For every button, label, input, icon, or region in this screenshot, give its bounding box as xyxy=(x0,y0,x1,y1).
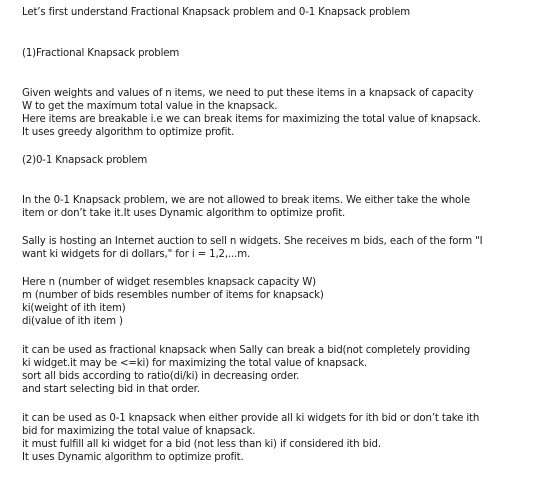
definition-line: di(value of ith item ) xyxy=(22,316,123,327)
section1-line: W to get the maximum total value in the knapsack. xyxy=(22,101,278,112)
section2-line: In the 0-1 Knapsack problem, we are not allowed to break items. We either take the whole xyxy=(22,195,470,206)
fractional-line: sort all bids according to ratio(di/ki) in decreasing order. xyxy=(22,371,300,382)
zero-one-line: bid for maximizing the total value of knapsack. xyxy=(22,426,256,437)
section1-heading: (1)Fractional Knapsack problem xyxy=(22,48,180,59)
definition-line: Here n (number of widget resembles knapsack capacity W) xyxy=(22,277,316,288)
definition-line: ki(weight of ith item) xyxy=(22,303,126,314)
section1-line: Here items are breakable i.e we can break items for maximizing the total value of knapsack. xyxy=(22,114,481,125)
section1-line: Given weights and values of n items, we need to put these items in a knapsack of capacity xyxy=(22,88,474,99)
section2-heading: (2)0-1 Knapsack problem xyxy=(22,155,148,166)
zero-one-line: It uses Dynamic algorithm to optimize profit. xyxy=(22,452,244,463)
zero-one-line: it must fulfill all ki widget for a bid (not less than ki) if considered ith bid. xyxy=(22,439,381,450)
section1-line: It uses greedy algorithm to optimize profit. xyxy=(22,127,235,138)
fractional-line: and start selecting bid in that order. xyxy=(22,384,200,395)
auction-line: Sally is hosting an Internet auction to sell n widgets. She receives m bids, each of the form "I xyxy=(22,236,483,247)
definition-line: m (number of bids resembles number of items for knapsack) xyxy=(22,290,324,301)
fractional-line: ki widget.it may be <=ki) for maximizing the total value of knapsack. xyxy=(22,358,368,369)
fractional-line: it can be used as fractional knapsack when Sally can break a bid(not completely providing xyxy=(22,345,471,356)
zero-one-line: it can be used as 0-1 knapsack when either provide all ki widgets for ith bid or don’t take ith xyxy=(22,413,480,424)
auction-line: want ki widgets for di dollars," for i = 1,2,...m. xyxy=(22,249,251,260)
section2-line: item or don’t take it.It uses Dynamic algorithm to optimize profit. xyxy=(22,208,346,219)
document-title: Let’s first understand Fractional Knapsack problem and 0-1 Knapsack problem xyxy=(22,7,411,18)
